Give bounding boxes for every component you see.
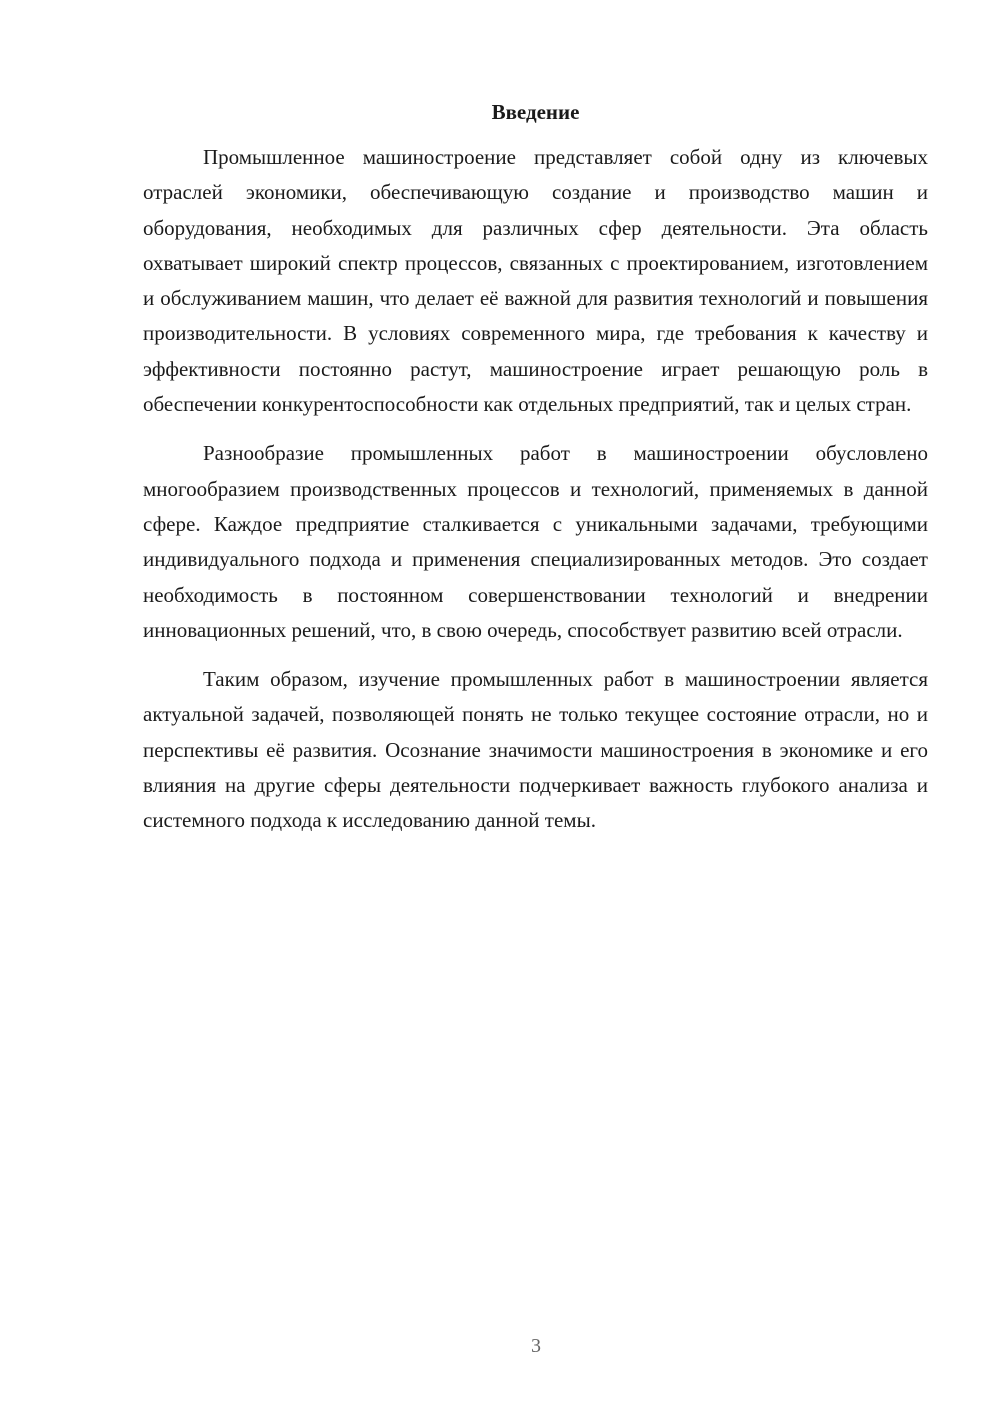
section-heading: Введение bbox=[491, 100, 580, 124]
paragraph-1: Промышленное машиностроение представляет собой одну из ключевых отраслей экономики, обеспечивающую создание и производство машин и оборудования, необходимых для различных сфер деятельности. Эта область охватывает широкий спектр процессов, связанных с проектированием, изготовлением и обслуживанием машин, что делает её важной для развития технологий и повышения производительности. В условиях современного мира, где требования к качеству и эффективности постоянно растут, машиностроение играет решающую роль в обеспечении конкурентоспособности как отдельных предприятий, так и целых стран. bbox=[143, 145, 928, 417]
paragraph-3: Таким образом, изучение промышленных работ в машиностроении является актуальной задачей, позволяющей понять не только текущее состояние отрасли, но и перспективы её развития. Осознание значимости машиностроения в экономике и его влияния на другие сферы деятельности подчеркивает важность глубокого анализа и системного подхода к исследованию данной темы. bbox=[143, 667, 928, 833]
page-number: 3 bbox=[531, 1335, 541, 1357]
paragraph-2: Разнообразие промышленных работ в машиностроении обусловлено многообразием производственных процессов и технологий, применяемых в данной сфере. Каждое предприятие сталкивается с уникальными задачами, требующими индивидуального подхода и применения специализированных методов. Это создает необходимость в постоянном совершенствовании технологий и внедрении инновационных решений, что, в свою очередь, способствует развитию всей отрасли. bbox=[143, 441, 928, 642]
page-content bbox=[143, 96, 928, 839]
